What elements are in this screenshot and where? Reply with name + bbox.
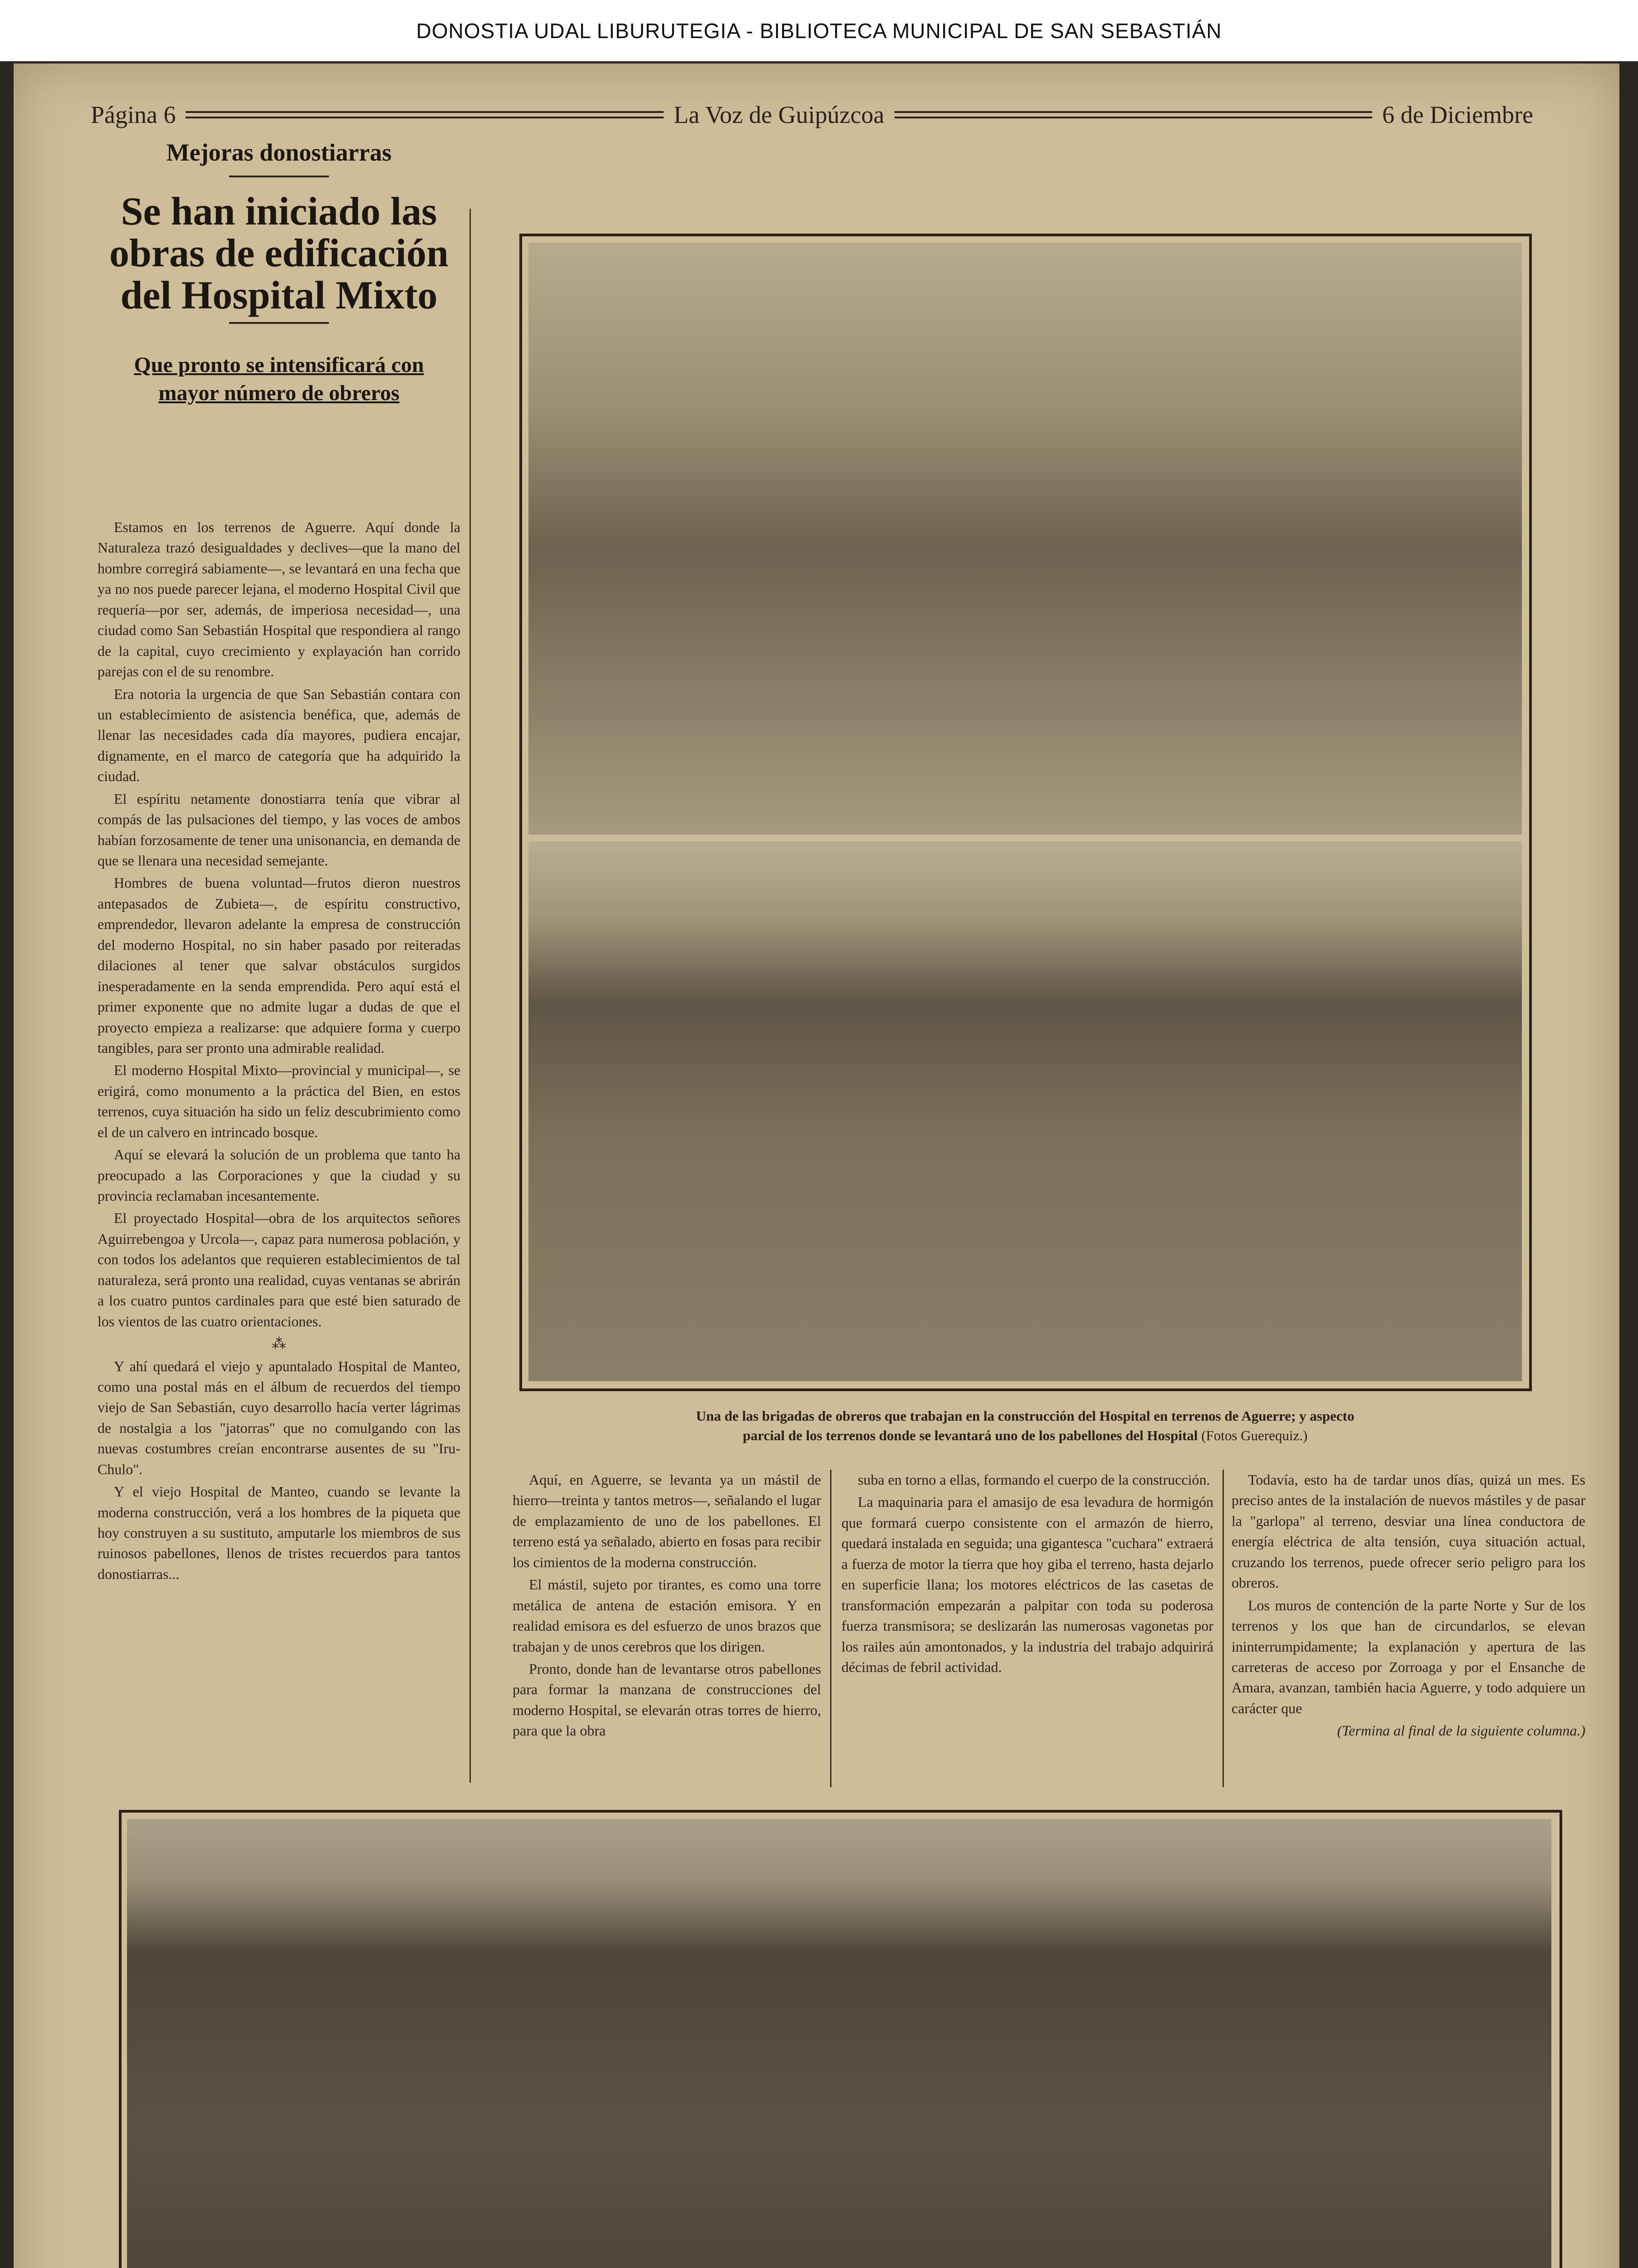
- photo-workers: [528, 243, 1522, 835]
- caption-line: Una de las brigadas de obreros que trabajan en la construcción del Hospital en terrenos de Aguerre; y aspecto: [696, 1408, 1354, 1424]
- paragraph: Todavía, esto ha de tardar unos días, quizá un mes. Es preciso antes de la instalación de nuevos mástiles y de pasar la "garlopa" al terreno, desviar una línea conductora de energía eléctrica de alta tensión, cuya situación actual, cruzando los terrenos, puede ofrecer serio peligro para los obreros.: [1232, 1471, 1585, 1591]
- caption-text: parcial de los terrenos donde se levantará uno de los pabellones del Hospital: [743, 1427, 1198, 1444]
- paragraph: La maquinaria para el amasijo de esa levadura de hormigón que formará cuerpo consistente con el armazón de hierro, quedará instalada en seguida; una gigantesca "cuchara" extraerá a fuerza de motor la tierra que hoy giba el terreno, hasta dejarlo en superficie llana; los motores eléctricos de las casetas de transformación empezarán a palpitar con toda su poderosa fuerza transmisora; se deslizarán las numerosas vagonetas por los railes aún amontonados, y la industria del trabajo adquirirá décimas de febril actividad.: [841, 1494, 1213, 1675]
- column-rule: [1222, 1470, 1224, 1787]
- paragraph: Estamos en los terrenos de Aguerre. Aquí donde la Naturaleza trazó desigualdades y declives—que la mano del hombre corregirá sabiamente—, se levantará en una fecha que ya no nos puede parecer lejana, el moderno Hospital Civil que requería—por ser, además, de imperiosa necesidad—, una ciudad como San Sebastián Hospital que respondiera al rango de la capital, cuyo crecimiento y explayación han corrido parejas con el de su renombre.: [98, 519, 460, 680]
- newspaper-title: La Voz de Guipúzcoa: [674, 101, 885, 128]
- archive-banner: DONOSTIA UDAL LIBURUTEGIA - BIBLIOTECA MUNICIPAL DE SAN SEBASTIÁN: [0, 0, 1638, 61]
- paragraph: suba en torno a ellas, formando el cuerpo de la construcción.: [858, 1471, 1210, 1488]
- kicker-rule: [229, 176, 329, 177]
- paragraph: El espíritu netamente donostiarra tenía que vibrar al compás de las pulsaciones del tiempo, y las voces de ambos habían forzosamente de tener una unisonancia, en demanda de que se llenara una necesidad semejante.: [98, 790, 460, 869]
- caption-line: [522, 1426, 1529, 1445]
- headline-rule: [229, 322, 329, 324]
- article-column-left: [98, 517, 460, 1586]
- paragraph: El moderno Hospital Mixto—provincial y municipal—, se erigirá, como monumento a la práctica del Bien, en estos terrenos, cuya situación ha sido un feliz descubrimiento como el de un calvero en intrincado bosque.: [98, 1062, 460, 1140]
- paragraph: Y ahí quedará el viejo y apuntalado Hospital de Manteo, como una postal más en el álbum de recuerdos del tiempo viejo de San Sebastián, cuyo desarrollo hacía verter lágrimas de nostalgia a los "jatorras" que no comulgando con las nuevas costumbres creían encontrarse ausentes de su "Iru-Chulo".: [98, 1358, 460, 1477]
- article-column-right: [1232, 1470, 1585, 1743]
- paragraph: El proyectado Hospital—obra de los arquitectos señores Aguirrebengoa y Urcola—, capaz para numerosa población, y con todos los adelantos que requieren establecimientos de tal naturaleza, será pronto una realidad, cuyas ventanas se abrirán a los cuatro puntos cardinales para que esté bien saturado de los vientos de las cuatro orientaciones.: [98, 1210, 460, 1330]
- photo-panorama: [127, 1819, 1551, 2268]
- continuation-note: (Termina al final de la siguiente columna.): [1337, 1722, 1585, 1739]
- kicker: Mejoras donostiarras: [166, 139, 392, 166]
- header-rule-right: [895, 111, 1373, 118]
- article-heading: [98, 138, 460, 407]
- paragraph: Hombres de buena voluntad—frutos dieron nuestros antepasados de Zubieta—, de espíritu constructivo, emprendedor, llevaron adelante la empresa de construcción del moderno Hospital, no sin haber pasado por reiteradas dilaciones al tener que salvar obstáculos surgidos inesperadamente en la senda emprendida. Pero aquí está el primer exponente que no admite lugar a dudas de que el proyecto empieza a realizarse: que adquiere forma y cuerpo tangibles, para ser pronto una admirable realidad.: [98, 875, 460, 1056]
- article-column-mid1: [513, 1470, 821, 1743]
- page-date: 6 de Diciembre: [1382, 101, 1534, 128]
- page-header: [91, 99, 1533, 131]
- column-rule: [469, 209, 471, 1783]
- paragraph: Era notoria la urgencia de que San Sebastián contara con un establecimiento de asistencia benéfica, que, además de llenar las necesidades cada día mayores, pudiera encajar, dignamente, en el marco de categoría que ha adquirido la ciudad.: [98, 685, 460, 785]
- page-number: Página 6: [91, 101, 176, 128]
- header-rule-left: [186, 111, 664, 118]
- article-column-mid2: [841, 1470, 1213, 1679]
- separator-asterism: ⁂: [272, 1335, 286, 1352]
- paragraph: Pronto, donde han de levantarse otros pabellones para formar la manzana de construcciones del moderno Hospital, se elevarán otras torres de hierro, para que la obra: [513, 1660, 821, 1739]
- photo-site: [528, 841, 1522, 1381]
- headline: Se han iniciado las obras de edificación del Hospital Mixto: [109, 190, 449, 318]
- paragraph: Y el viejo Hospital de Manteo, cuando se levante la moderna construcción, verá a los hombres de la piqueta que hoy construyen a su sustituto, amputarle los miembros de sus ruinosos pabellones, llenos de tristes recuerdos para tantos donostiarras...: [98, 1483, 460, 1582]
- paragraph: Aquí se elevará la solución de un problema que tanto ha preocupado a las Corporaciones y que la ciudad y su provincia reclamaban incesantemente.: [98, 1146, 460, 1204]
- paragraph: El mástil, sujeto por tirantes, es como una torre metálica de antena de estación emisora. Y en realidad emisora es del esfuerzo de unos brazos que trabajan y de unos cerebros que los dirigen.: [513, 1576, 821, 1655]
- paragraph: Los muros de contención de la parte Norte y Sur de los terrenos y los que han de circundarlos, se elevan ininterrumpidamente; la explanación y apertura de las carreteras de acceso por Zorroaga y por el Ensanche de Amara, avanzan, también hacia Aguerre, y todo adquiere un carácter que: [1232, 1597, 1585, 1716]
- photo-credit: (Fotos Guerequiz.): [1201, 1427, 1308, 1444]
- subheadline: Que pronto se intensificará con mayor número de obreros: [134, 353, 424, 405]
- top-photo-caption: [522, 1406, 1529, 1446]
- paragraph: Aquí, en Aguerre, se levanta ya un mástil de hierro—treinta y tantos metros—, señalando el lugar de emplazamiento de uno de los pabellones. El terreno está ya señalado, abierto en fosas para recibir los cimientos de la moderna construcción.: [513, 1471, 821, 1570]
- column-rule: [830, 1470, 831, 1787]
